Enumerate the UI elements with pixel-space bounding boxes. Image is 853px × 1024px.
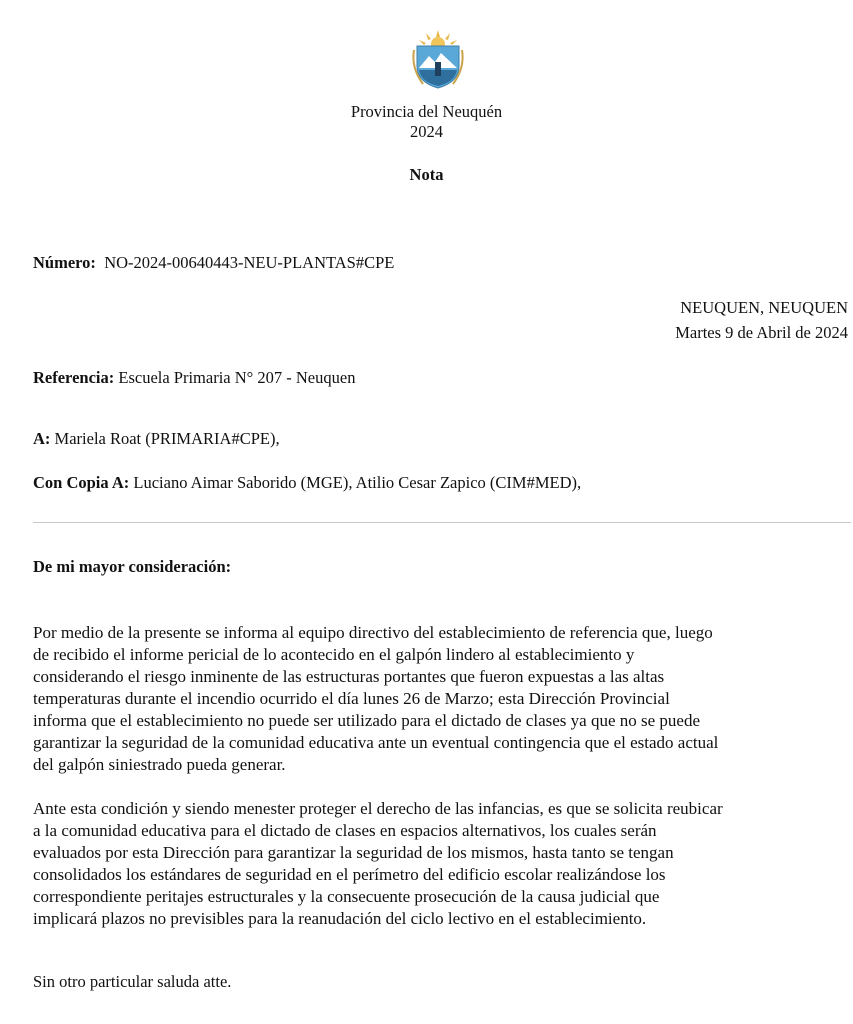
referencia-value: Escuela Primaria N° 207 - Neuquen bbox=[118, 368, 356, 387]
provincial-coat-of-arms-icon bbox=[411, 28, 465, 90]
paragraph-line: de recibido el informe pericial de lo acontecido en el galpón lindero al establecimiento y bbox=[33, 645, 635, 664]
paragraph-2 bbox=[33, 798, 851, 930]
numero-label: Número: bbox=[33, 253, 96, 272]
paragraph-line: evaluados por esta Dirección para garantizar la seguridad de los mismos, hasta tanto se tengan bbox=[33, 843, 674, 862]
destinatario-line bbox=[33, 429, 280, 449]
paragraph-line: considerando el riesgo inminente de las estructuras portantes que fueron expuestas a las altas bbox=[33, 667, 665, 686]
document-type: Nota bbox=[409, 165, 444, 184]
paragraph-line: consolidados los estándares de seguridad en el perímetro del edificio escolar realizándose los bbox=[33, 865, 666, 884]
paragraph-line: a la comunidad educativa para el dictado de clases en espacios alternativos, los cuales serán bbox=[33, 821, 657, 840]
con-copia-value: Luciano Aimar Saborido (MGE), Atilio Cesar Zapico (CIM#MED), bbox=[133, 473, 582, 492]
paragraph-line: implicará plazos no previsibles para la reanudación del ciclo lectivo en el establecimiento. bbox=[33, 909, 647, 928]
con-copia-label: Con Copia A: bbox=[33, 473, 130, 492]
numero-value: NO-2024-00640443-NEU-PLANTAS#CPE bbox=[104, 253, 395, 272]
place-text: NEUQUEN, NEUQUEN bbox=[680, 298, 848, 317]
referencia-line bbox=[33, 368, 355, 388]
greeting: De mi mayor consideración: bbox=[33, 557, 232, 576]
destinatario-value: Mariela Roat (PRIMARIA#CPE), bbox=[54, 429, 280, 448]
referencia-label: Referencia: bbox=[33, 368, 115, 387]
paragraph-line: informa que el establecimiento no puede ser utilizado para el dictado de clases ya que no se puede bbox=[33, 711, 700, 730]
paragraph-line: del galpón siniestrado pueda generar. bbox=[33, 755, 286, 774]
paragraph-line: garantizar la seguridad de la comunidad educativa ante un eventual contingencia que el estado actual bbox=[33, 733, 719, 752]
document-year: 2024 bbox=[410, 122, 443, 141]
paragraph-line: Por medio de la presente se informa al equipo directivo del establecimiento de referencia que, luego bbox=[33, 623, 713, 642]
divider bbox=[33, 522, 851, 523]
date-text: Martes 9 de Abril de 2024 bbox=[675, 323, 848, 342]
paragraph-1 bbox=[33, 622, 851, 776]
province-name: Provincia del Neuquén bbox=[350, 102, 503, 121]
paragraph-line: temperaturas durante el incendio ocurrido el día lunes 26 de Marzo; esta Dirección Provincial bbox=[33, 689, 670, 708]
numero-line bbox=[33, 253, 394, 273]
paragraph-line: Ante esta condición y siendo menester proteger el derecho de las infancias, es que se solicita reubicar bbox=[33, 799, 723, 818]
destinatario-label: A: bbox=[33, 429, 51, 448]
closing-text: Sin otro particular saluda atte. bbox=[33, 972, 232, 991]
paragraph-line: correspondiente peritajes estructurales y la consecuente prosecución de la causa judicial que bbox=[33, 887, 660, 906]
con-copia-line bbox=[33, 473, 581, 493]
